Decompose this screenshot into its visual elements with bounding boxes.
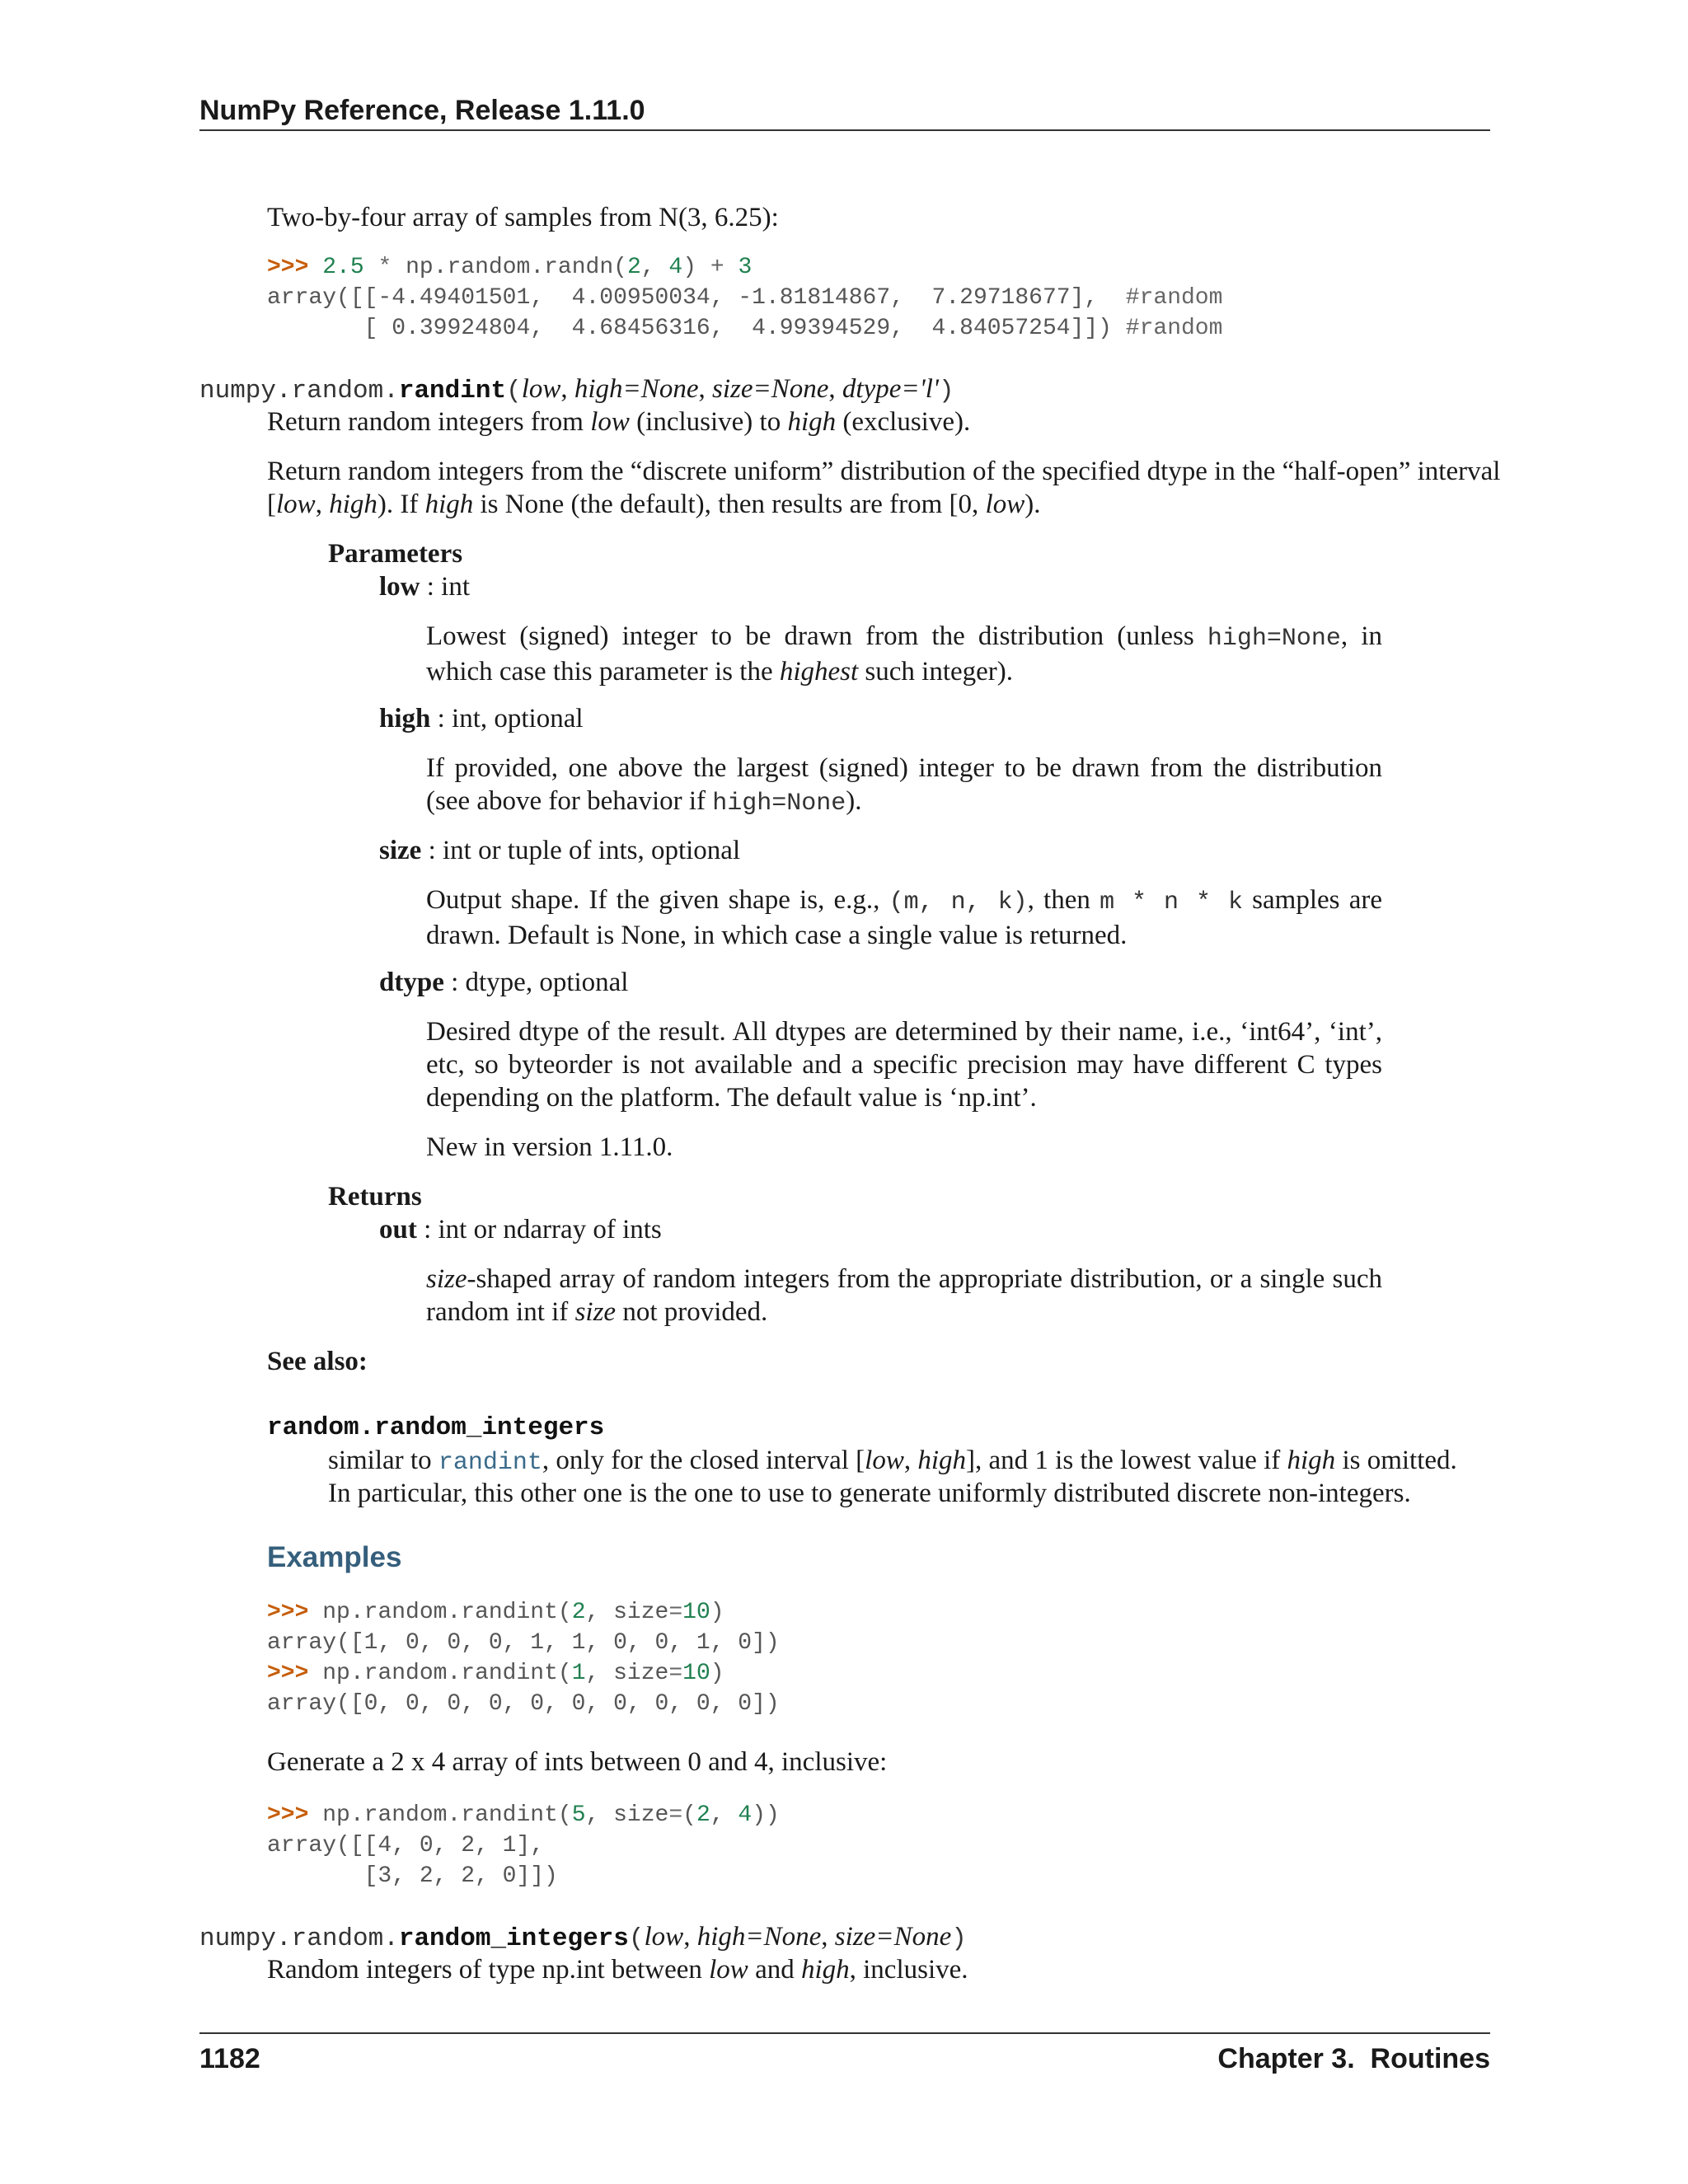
intro-code-line-1: >>> 2.5 * np.random.randn(2, 4) + 3 <box>267 255 753 280</box>
example-1-line-1: >>> np.random.randint(2, size=10) <box>267 1600 724 1625</box>
randint-description-line-1: Return random integers from the “discrete uniform” distribution of the specified dtype in the “half-open” interval <box>267 457 1501 486</box>
see-also-description-line-1: similar to randint, only for the closed interval [low, high], and 1 is the lowest value if high is omitted. <box>328 1446 1457 1477</box>
param-size-description: Output shape. If the given shape is, e.g., (m, n, k), then m * n * k samples are drawn. Default is None, in which case a single value is returned. <box>426 885 1382 950</box>
parameters-heading: Parameters <box>328 539 463 569</box>
example-1-line-4: array([0, 0, 0, 0, 0, 0, 0, 0, 0, 0]) <box>267 1691 780 1717</box>
example-1-line-3: >>> np.random.randint(1, size=10) <box>267 1661 724 1686</box>
chapter-title: Chapter 3. Routines <box>1217 2043 1490 2074</box>
returns-heading: Returns <box>328 1182 422 1212</box>
example-2-line-1: >>> np.random.randint(5, size=(2, 4)) <box>267 1802 780 1828</box>
random-integers-signature: numpy.random.random_integers(low, high=None, size=None) <box>199 1922 967 1953</box>
param-low: low : int <box>379 572 471 602</box>
example-1-line-2: array([1, 0, 0, 0, 1, 1, 0, 0, 1, 0]) <box>267 1630 780 1656</box>
random-integers-summary: Random integers of type np.int between low and high, inclusive. <box>267 1955 968 1985</box>
running-header: NumPy Reference, Release 1.11.0 <box>199 95 645 126</box>
example-2-line-3: [3, 2, 2, 0]]) <box>363 1863 558 1889</box>
randint-signature: numpy.random.randint(low, high=None, size=None, dtype='l') <box>199 374 954 405</box>
randint-link[interactable]: randint <box>438 1449 542 1477</box>
return-out-description: size-shaped array of random integers from the appropriate distribution, or a single such random int if size not provided. <box>426 1264 1382 1327</box>
param-low-description: Lowest (signed) integer to be drawn from the distribution (unless high=None, in which case this parameter is the highest such integer). <box>426 621 1382 687</box>
intro-code-line-2: array([[-4.49401501, 4.00950034, -1.81814867, 7.29718677], #random <box>267 285 1223 311</box>
randint-summary: Return random integers from low (inclusive) to high (exclusive). <box>267 407 971 437</box>
param-high: high : int, optional <box>379 704 584 733</box>
param-dtype-version-note: New in version 1.11.0. <box>426 1132 673 1162</box>
see-also-random-integers-link[interactable]: random.random_integers <box>267 1413 605 1442</box>
intro-code-line-3: [ 0.39924804, 4.68456316, 4.99394529, 4.84057254]]) #random <box>363 316 1223 341</box>
random-integers-function-name: random_integers <box>398 1924 629 1953</box>
return-out: out : int or ndarray of ints <box>379 1215 662 1244</box>
see-also-heading: See also: <box>267 1347 368 1376</box>
randint-function-name: randint <box>398 377 507 405</box>
page-number: 1182 <box>199 2043 260 2074</box>
header-rule <box>199 129 1490 131</box>
param-size: size : int or tuple of ints, optional <box>379 836 741 865</box>
intro-sentence: Two-by-four array of samples from N(3, 6.25): <box>267 203 779 232</box>
example-2-line-2: array([[4, 0, 2, 1], <box>267 1833 545 1858</box>
footer-rule <box>199 2032 1490 2034</box>
randint-description-line-2: [low, high). If high is None (the default), then results are from [0, low). <box>267 490 1041 519</box>
param-dtype-description: Desired dtype of the result. All dtypes are determined by their name, i.e., ‘int64’, ‘int’, etc, so byteorder is not available and a specific precision may have different C types depending on the platform. The default value is ‘np.int’. <box>426 1017 1382 1113</box>
see-also-description-line-2: In particular, this other one is the one to use to generate uniformly distributed discrete non-integers. <box>328 1479 1411 1508</box>
example-2-sentence: Generate a 2 x 4 array of ints between 0 and 4, inclusive: <box>267 1747 888 1777</box>
examples-heading: Examples <box>267 1541 402 1573</box>
param-dtype: dtype : dtype, optional <box>379 968 629 997</box>
param-high-description: If provided, one above the largest (signed) integer to be drawn from the distribution (see above for behavior if high=None). <box>426 753 1382 818</box>
